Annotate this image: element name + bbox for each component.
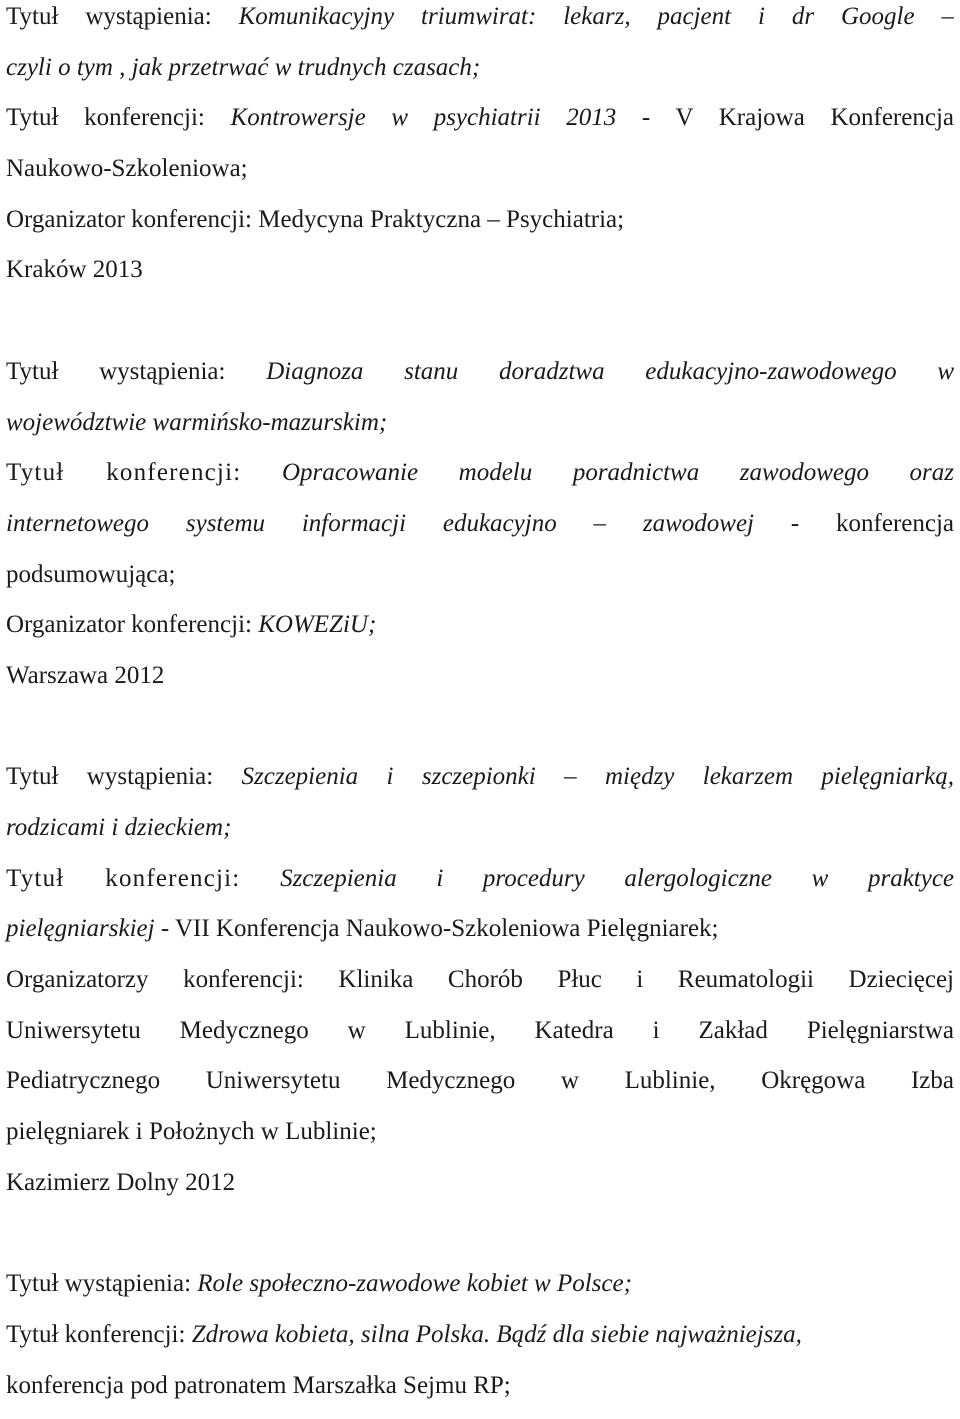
entry-separator xyxy=(6,1217,954,1268)
conference-title-text: Opracowanie modelu poradnictwa zawodowego oraz xyxy=(281,459,954,487)
conference-title-text: Kontrowersje w psychiatrii 2013 xyxy=(230,104,617,132)
conference-title-text-cont: pielęgniarskiej xyxy=(6,915,155,943)
entry-separator xyxy=(6,304,954,355)
organizers-label: Organizatorzy konferencji: xyxy=(6,966,304,994)
document-page xyxy=(6,0,954,1419)
organizer-label: Organizator konferencji: xyxy=(6,611,252,639)
conference-title-text: Szczepienia i procedury alergologiczne w praktyce xyxy=(280,864,954,892)
talk-title-label: Tytuł wystąpienia: xyxy=(6,1270,192,1298)
conference-title-line-cont xyxy=(6,152,954,203)
place-year: Warszawa 2012 xyxy=(6,661,165,689)
organizers-line xyxy=(6,963,954,1014)
talk-title-line xyxy=(6,0,954,51)
place-year: Kazimierz Dolny 2012 xyxy=(6,1168,236,1196)
organizers-line-cont xyxy=(6,1014,954,1065)
organizer-text: KOWEZiU; xyxy=(258,611,377,639)
place-year: Kraków 2013 xyxy=(6,256,143,284)
talk-title-label: Tytuł wystąpienia: xyxy=(6,763,214,791)
entry-separator xyxy=(6,710,954,761)
entry-4 xyxy=(6,1267,954,1419)
entry-2 xyxy=(6,355,954,710)
conference-title-rest: - V Krajowa Konferencja xyxy=(616,104,954,132)
talk-title-line xyxy=(6,760,954,811)
conference-title-label: Tytuł konferencji: xyxy=(6,1320,186,1348)
conference-title-line-cont2 xyxy=(6,558,954,609)
talk-title-line xyxy=(6,355,954,406)
conference-title-line-cont xyxy=(6,507,954,558)
conference-title-label: Tytuł konferencji: xyxy=(6,104,205,132)
talk-title-text-cont: rodzicami i dzieckiem; xyxy=(6,814,232,841)
talk-title-text: Komunikacyjny triumwirat: lekarz, pacjent i dr Google – xyxy=(238,3,954,30)
organizer-text: Medycyna Praktyczna – Psychiatria; xyxy=(258,205,625,233)
talk-title-text: Szczepienia i szczepionki – między lekarzem pielęgniarką, xyxy=(241,763,954,791)
conference-title-line-cont xyxy=(6,1369,954,1419)
organizers-line-cont3 xyxy=(6,1115,954,1166)
conference-title-line-cont xyxy=(6,912,954,963)
organizers-text-cont2: Pediatrycznego Uniwersytetu Medycznego w Lublinie, Okręgowa Izba xyxy=(6,1067,954,1095)
organizers-text-cont: Uniwersytetu Medycznego w Lublinie, Katedra i Zakład Pielęgniarstwa xyxy=(6,1016,954,1044)
talk-title-line-cont xyxy=(6,406,954,457)
talk-title-text: Role społeczno-zawodowe kobiet w Polsce; xyxy=(197,1270,632,1298)
conference-title-rest: konferencja pod patronatem Marszałka Sejmu RP; xyxy=(6,1371,511,1399)
conference-title-rest-cont: podsumowująca; xyxy=(6,560,176,588)
conference-title-rest-cont: Naukowo-Szkoleniowa; xyxy=(6,155,248,183)
conference-title-rest: - VII Konferencja Naukowo-Szkoleniowa Pielęgniarek; xyxy=(154,915,719,943)
entry-3 xyxy=(6,760,954,1216)
conference-title-text: Zdrowa kobieta, silna Polska. Bądź dla siebie najważniejsza, xyxy=(191,1320,802,1348)
conference-title-line xyxy=(6,101,954,152)
talk-title-text: Diagnoza stanu doradztwa edukacyjno-zawodowego w xyxy=(266,357,954,385)
conference-title-label: Tytuł konferencji: xyxy=(6,459,242,487)
conference-title-line xyxy=(6,1318,954,1369)
talk-title-text-cont: województwie warmińsko-mazurskim; xyxy=(6,408,388,436)
organizer-line xyxy=(6,608,954,659)
talk-title-line xyxy=(6,1267,954,1318)
talk-title-label: Tytuł wystąpienia: xyxy=(6,3,212,30)
talk-title-label: Tytuł wystąpienia: xyxy=(6,357,226,385)
organizer-line xyxy=(6,203,954,254)
organizers-text: Klinika Chorób Płuc i Reumatologii Dziecięcej xyxy=(338,966,954,994)
conference-title-label: Tytuł konferencji: xyxy=(6,864,241,892)
talk-title-text-cont: czyli o tym , jak przetrwać w trudnych czasach; xyxy=(6,53,481,81)
conference-title-text-cont: internetowego systemu informacji edukacyjno – zawodowej xyxy=(6,509,755,537)
conference-title-rest: - konferencja xyxy=(754,509,954,537)
organizers-line-cont2 xyxy=(6,1064,954,1115)
conference-title-line xyxy=(6,456,954,507)
talk-title-line-cont xyxy=(6,51,954,102)
entry-1 xyxy=(6,0,954,304)
conference-title-line xyxy=(6,862,954,913)
talk-title-line-cont xyxy=(6,811,954,862)
organizers-text-cont3: pielęgniarek i Położnych w Lublinie; xyxy=(6,1118,377,1146)
organizer-label: Organizator konferencji: xyxy=(6,205,252,233)
